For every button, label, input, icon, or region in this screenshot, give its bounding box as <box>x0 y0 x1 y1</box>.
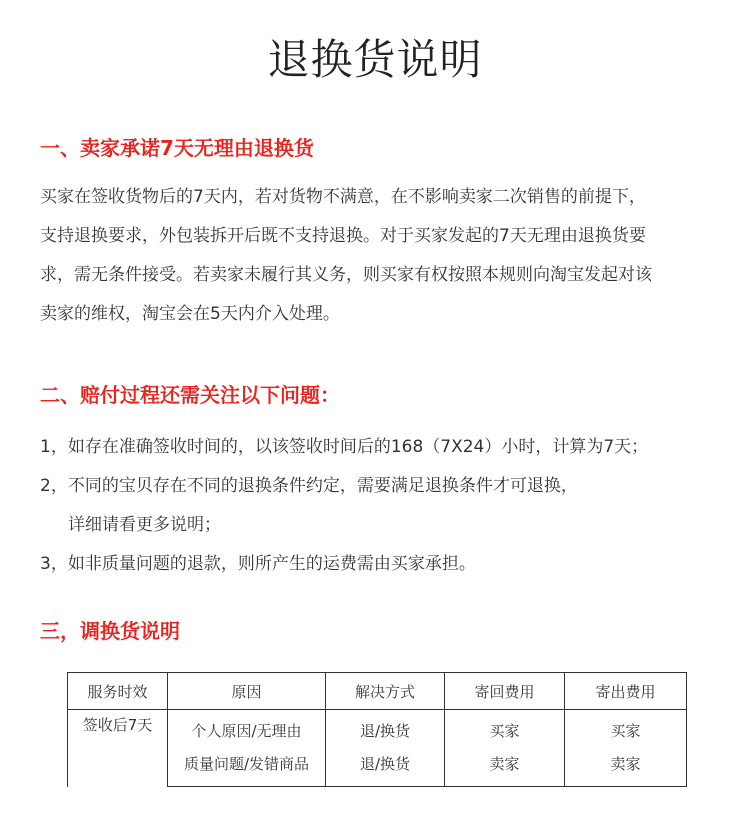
return-promise-paragraph <box>40 178 720 334</box>
service-period-cell: 签收后7天 <box>68 710 168 787</box>
column-header-service-period: 服务时效 <box>68 673 168 710</box>
column-header-solution: 解决方式 <box>326 673 445 710</box>
table-row <box>68 710 687 748</box>
note-item-2: 2，不同的宝贝存在不同的退换条件约定，需要满足退换条件才可退换， <box>40 476 578 496</box>
return-fee-cell: 卖家 <box>445 747 565 787</box>
section-heading-compensation-notes: 二、赔付过程还需关注以下问题： <box>40 383 340 407</box>
solution-cell: 退/换货 <box>326 747 445 787</box>
paragraph-line: 买家在签收货物后的7天内，若对货物不满意，在不影响卖家二次销售的前提下， <box>40 187 646 207</box>
column-header-return-fee: 寄回费用 <box>445 673 565 710</box>
reason-cell: 质量问题/发错商品 <box>168 747 326 787</box>
exchange-policy-table <box>67 672 687 787</box>
note-item-1: 1，如存在准确签收时间的，以该签收时间后的168（7X24）小时，计算为7天； <box>40 437 649 457</box>
paragraph-line: 卖家的维权，淘宝会在5天内介入处理。 <box>40 304 340 324</box>
table-header-row <box>68 673 687 710</box>
note-item-3: 3，如非质量问题的退款，则所产生的运费需由买家承担。 <box>40 554 476 574</box>
reason-cell: 个人原因/无理由 <box>168 710 326 748</box>
send-fee-cell: 卖家 <box>565 747 687 787</box>
solution-cell: 退/换货 <box>326 710 445 748</box>
page-title: 退换货说明 <box>267 35 483 84</box>
exchange-policy-table-container <box>67 672 681 787</box>
section-heading-exchange-policy: 三，调换货说明 <box>40 619 180 643</box>
paragraph-line: 支持退换要求，外包装拆开后既不支持退换。对于买家发起的7天无理由退换货要 <box>40 226 646 246</box>
compensation-notes-list <box>40 428 720 584</box>
note-item-2-continued: 详细请看更多说明； <box>68 515 221 535</box>
return-fee-cell: 买家 <box>445 710 565 748</box>
column-header-send-fee: 寄出费用 <box>565 673 687 710</box>
column-header-reason: 原因 <box>168 673 326 710</box>
paragraph-line: 求，需无条件接受。若卖家未履行其义务，则买家有权按照本规则向淘宝发起对该 <box>40 265 652 285</box>
section-heading-return-promise: 一、卖家承诺7天无理由退换货 <box>40 136 314 160</box>
send-fee-cell: 买家 <box>565 710 687 748</box>
